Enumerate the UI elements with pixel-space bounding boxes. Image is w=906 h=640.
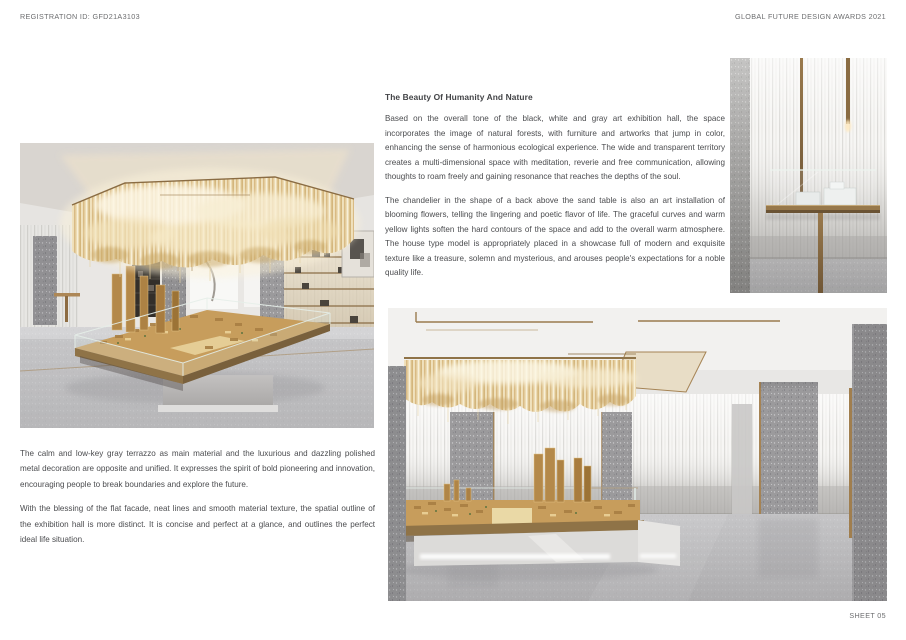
photo-exhibition-hall [388, 308, 887, 601]
sheet-number: SHEET 05 [849, 611, 886, 620]
award-title: GLOBAL FUTURE DESIGN AWARDS 2021 [735, 12, 886, 21]
registration-id: REGISTRATION ID: GFD21A3103 [20, 12, 140, 21]
photo-chandelier-sand-table-render [20, 143, 374, 428]
article-block [385, 92, 725, 290]
photo-showcase-render [730, 58, 887, 293]
photo-showcase [730, 58, 887, 293]
photo-exhibition-hall-render [388, 308, 887, 601]
photo-chandelier-sand-table [20, 143, 374, 428]
caption-block [20, 446, 375, 556]
caption-paragraph-2: With the blessing of the flat facade, neat lines and smooth material texture, the spatial outline of the exhibition hall is more distinct. It is concise and perfect at a glance, and outlines the perfect ideal life situation. [20, 504, 375, 545]
article-heading: The Beauty Of Humanity And Nature [385, 92, 533, 102]
caption-paragraph-1: The calm and low-key gray terrazzo as main material and the luxurious and dazzling polished metal decoration are opposite and unified. It expresses the spirit of bold pioneering and innovation, encouraging people to break boundaries and explore the future. [20, 449, 375, 489]
article-paragraph-2: The chandelier in the shape of a back above the sand table is also an art installation of blooming flowers, telling the lingering and poetic flavor of life. The graceful curves and warm yellow lights soften the hard contours of the space and add to the overall warm atmosphere. The house type model is appropriately placed in a showcase full of modern and exquisite texture like a treasure, solemn and mysterious, and arouses people's expectations for a noble quality life. [385, 195, 725, 278]
article-paragraph-1: Based on the overall tone of the black, white and gray art exhibition hall, the space incorporates the image of natural forests, with furniture and artworks that jump in color, enhancing the sense of harmonious ecological experience. The wide and transparent territory creates a multi-dimensional space with meditation, reverie and free communication, allowing thoughts to roam freely and gaining resonance that reaches the depths of the soul. [385, 114, 725, 182]
